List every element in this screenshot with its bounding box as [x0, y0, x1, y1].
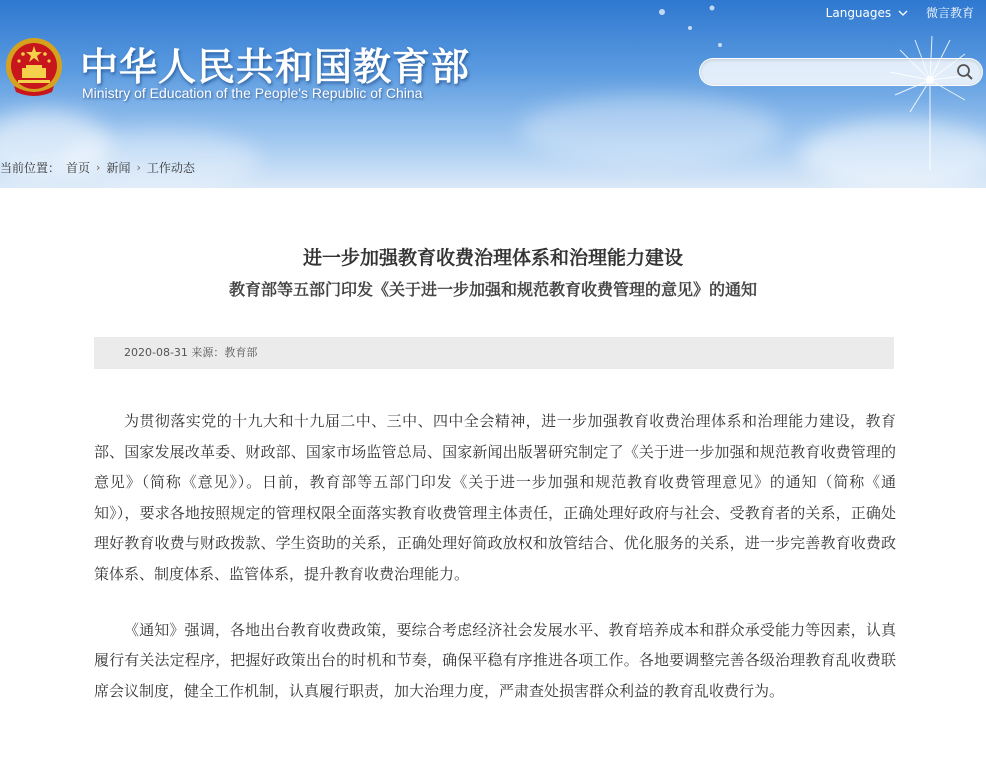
cloud-decoration: [520, 95, 780, 165]
article-body: [94, 406, 896, 731]
search-box: [699, 58, 983, 86]
breadcrumb-news[interactable]: 新闻: [106, 161, 131, 175]
chevron-down-icon: [898, 9, 908, 17]
breadcrumb-home[interactable]: 首页: [66, 161, 91, 175]
breadcrumb: [0, 159, 195, 176]
weibo-link[interactable]: 微言教育: [925, 6, 974, 20]
article-paragraph: 为贯彻落实党的十九大和十九届二中、三中、四中全会精神，进一步加强教育收费治理体系和治理能力建设，教育部、国家发展改革委、财政部、国家市场监管总局、国家新闻出版署研究制定了《关于进一步加强和规范教育收费管理的意见》（简称《意见》）。日前，教育部等五部门印发《关于进一步加强和规范教育收费管理意见》的通知（简称《通知》），要求各地按照规定的管理权限全面落实教育收费管理主体责任，正确处理好政府与社会、受教育者的关系，正确处理好教育收费与财政拨款、学生资助的关系，正确处理好简政放权和放管结合、优化服务的关系，进一步完善教育收费政策体系、制度体系、监管体系，提升教育收费治理能力。: [94, 412, 896, 583]
dandelion-decoration: [860, 20, 986, 170]
article-meta: 2020-08-31 来源：教育部: [94, 337, 894, 369]
article-paragraph: 《通知》强调，各地出台教育收费政策，要综合考虑经济社会发展水平、教育培养成本和群众承受能力等因素，认真履行有关法定程序，把握好政策出台的时机和节奏，确保平稳有序推进各项工作。各地要调整完善各级治理教育乱收费联席会议制度，健全工作机制，认真履行职责，加大治理力度，严肃查处损害群众利益的教育乱收费行为。: [94, 620, 896, 700]
languages-label: Languages: [825, 5, 892, 20]
chevron-right-icon: ›: [136, 161, 141, 174]
chevron-right-icon: ›: [96, 161, 101, 174]
article-subtitle: 教育部等五部门印发《关于进一步加强和规范教育收费管理的意见》的通知: [228, 280, 757, 299]
site-title-chinese: 中华人民共和国教育部: [80, 45, 471, 89]
national-emblem-icon: [4, 34, 64, 100]
languages-menu[interactable]: [826, 6, 908, 20]
search-icon[interactable]: [956, 63, 974, 81]
site-title-english: Ministry of Education of the People's Republic of China: [82, 85, 423, 101]
breadcrumb-prefix: 当前位置：: [0, 161, 61, 175]
site-header: [0, 0, 986, 188]
top-links: [826, 4, 974, 21]
article-title: 进一步加强教育收费治理体系和治理能力建设: [302, 247, 683, 269]
search-input[interactable]: [700, 59, 950, 85]
breadcrumb-work-news[interactable]: 工作动态: [146, 161, 195, 175]
dandelion-decoration: [650, 0, 730, 60]
